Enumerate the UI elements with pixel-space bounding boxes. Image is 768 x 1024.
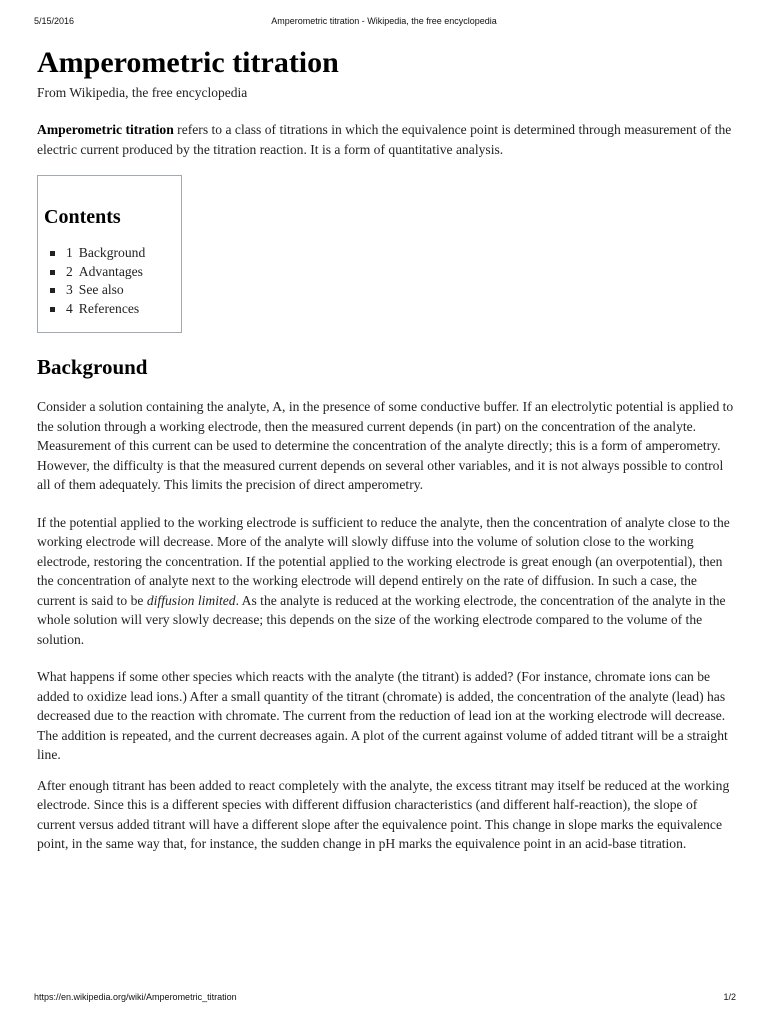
print-footer (0, 992, 768, 1006)
toc-item-number: 2 (66, 263, 73, 279)
print-header (0, 16, 768, 30)
table-of-contents (37, 175, 182, 333)
toc-list (44, 244, 181, 318)
toc-item-see-also[interactable] (66, 281, 181, 300)
background-paragraph-3: What happens if some other species which reacts with the analyte (the titrant) is added? (For instance, chromate ions can be added to oxidize lead ions.) After a small quantity of the titrant (chromate) is added, the concentration of the analyte (lead) has decreased due to the reaction with chromate. The current from the reduction of lead ion at the working electrode will decrease. The addition is repeated, and the current decreases again. A plot of the current against volume of added titrant will be a straight line. (37, 669, 728, 763)
toc-item-background[interactable] (66, 244, 181, 263)
lead-bold-term: Amperometric titration (37, 122, 174, 137)
print-date: 5/15/2016 (34, 16, 75, 26)
toc-item-number: 4 (66, 300, 73, 316)
page-title: Amperometric titration (37, 46, 339, 79)
background-paragraph-4: After enough titrant has been added to react completely with the analyte, the excess titrant may itself be reduced at the working electrode. Since this is a different species with different diffusion characteristics (and different half-reaction), the slope of current versus added titrant will have a different slope after the equivalence point. This change in slope marks the equivalence point, in the same way that, for instance, the sudden change in pH marks the equivalence point in an acid-base titration. (37, 777, 730, 852)
toc-item-label[interactable]: Background (78, 245, 146, 260)
background-paragraph-2 (37, 513, 737, 650)
lead-paragraph (37, 120, 737, 159)
lead-text: refers to a class of titrations in which the equivalence point is determined through measurement of the electric current produced by the titration reaction. It is a form of quantitative analysis. (37, 122, 732, 157)
print-page-title: Amperometric titration - Wikipedia, the free encyclopedia (271, 16, 497, 26)
toc-item-label[interactable]: References (78, 300, 140, 316)
toc-item-number: 3 (66, 282, 73, 298)
toc-item-references[interactable] (66, 300, 181, 319)
background-paragraph-1: Consider a solution containing the analyte, A, in the presence of some conductive buffer. If an electrolytic potential is applied to the solution through a working electrode, then the measured current depends (in part) on the concentration of the analyte. Measurement of this current can be used to determine the concentration of the analyte directly; this is a form of amperometry. However, the difficulty is that the measured current depends on several other variables, and it is not always possible to control all of them adequately. This limits the precision of direct amperometry. (37, 399, 734, 493)
print-url: https://en.wikipedia.org/wiki/Amperometric_titration (34, 992, 237, 1002)
italic-term: diffusion limited (146, 592, 236, 608)
paragraph-text: . As the analyte is reduced at the working electrode, the concentration of the analyte in the whole solution will very slowly decrease; this depends on the size of the working electrode compared to the volume of the solution. (37, 592, 726, 647)
paragraph-text: If the potential applied to the working electrode is sufficient to reduce the analyte, then the concentration of analyte close to the working electrode will decrease. More of the analyte will slowly diffuse into the volume of solution close to the working electrode, restoring the concentration. If the potential applied to the working electrode is great enough (an overpotential), then the concentration of analyte next to the working electrode will depend entirely on the rate of diffusion. In such a case, the current is said to be (37, 514, 730, 608)
section-heading-background: Background (37, 355, 148, 380)
toc-item-number: 1 (66, 245, 73, 260)
site-tagline: From Wikipedia, the free encyclopedia (37, 85, 248, 100)
print-page-number: 1/2 (723, 992, 736, 1002)
toc-item-label[interactable]: See also (78, 282, 124, 298)
toc-item-label[interactable]: Advantages (78, 263, 143, 279)
article-content (37, 44, 737, 854)
toc-item-advantages[interactable] (66, 263, 181, 282)
toc-title: Contents (44, 206, 121, 228)
